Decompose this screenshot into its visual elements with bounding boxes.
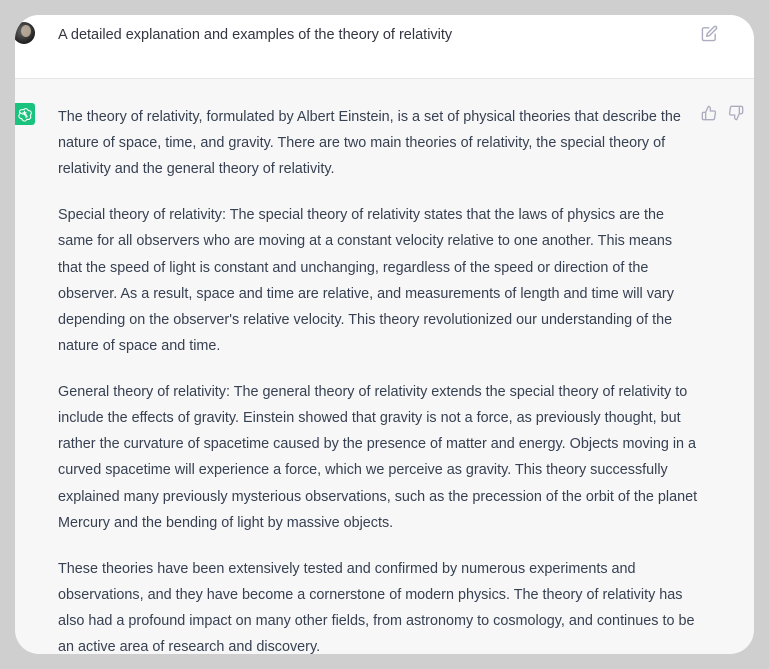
response-paragraph-conclusion: These theories have been extensively tested and confirmed by numerous experiments and observations, and they have become a cornerstone of modern physics. The theory of relativity has also had a profound impact on many other fields, from astronomy to cosmology, and continues to be an active area of research and discovery.	[58, 560, 695, 654]
thumbs-down-icon[interactable]	[728, 105, 744, 121]
user-message-row	[15, 15, 754, 79]
response-paragraph-general: General theory of relativity: The general theory of relativity extends the special theory of relativity to include the effects of gravity. Einstein showed that gravity is not a force, as previously thought, but rather the curvature of spacetime caused by the presence of matter and energy. Objects moving in a curved spacetime will experience a force, which we perceive as gravity. This theory successfully explained many previously mysterious observations, such as the precession of the orbit of the planet Mercury and the bending of light by massive objects.	[58, 383, 698, 531]
thumbs-up-icon[interactable]	[701, 105, 717, 121]
response-paragraph-special: Special theory of relativity: The special theory of relativity states that the laws of physics are the same for all observers who are moving at a constant velocity relative to one another. This means that the speed of light is constant and unchanging, regardless of the speed or direction of the observer. As a result, space and time are relative, and measurements of length and time will vary depending on the observer's relative velocity. This theory revolutionized our understanding of the nature of space and time.	[58, 207, 674, 355]
user-prompt-text: A detailed explanation and examples of the theory of relativity	[58, 27, 453, 43]
assistant-response	[58, 104, 698, 654]
assistant-message-row	[15, 79, 754, 654]
openai-logo-icon	[15, 103, 35, 125]
user-avatar	[15, 22, 35, 44]
response-paragraph-intro: The theory of relativity, formulated by Albert Einstein, is a set of physical theories that describe the nature of space, time, and gravity. There are two main theories of relativity, the special theory of relativity and the general theory of relativity.	[58, 109, 681, 178]
pencil-square-icon[interactable]	[701, 25, 718, 42]
chat-card	[15, 15, 754, 654]
